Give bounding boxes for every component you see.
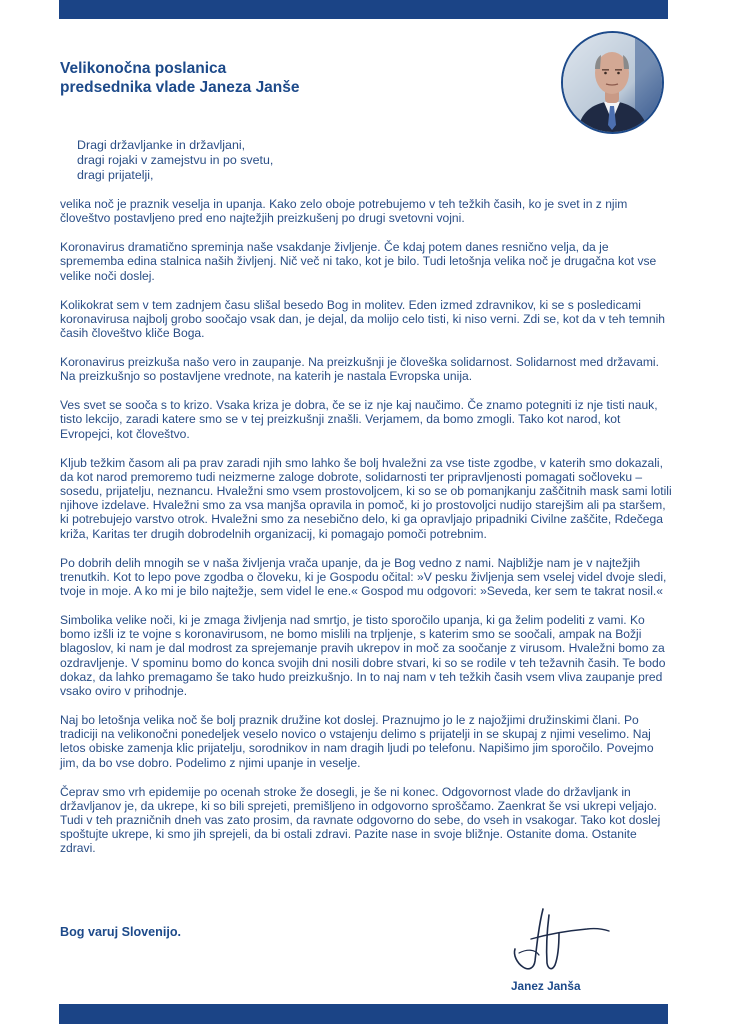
top-banner-bar (59, 0, 668, 19)
closing-line: Bog varuj Slovenijo. (60, 925, 182, 939)
body-paragraph-2: Koronavirus dramatično spreminja naše vsakdanje življenje. Če kdaj potem danes resnično velja, da je sprememba edina stalnica naših življenj. Nič več ni tako, kot je bilo. Tudi letošnja velika noč je drugačna kot vse velike noči doslej. (60, 240, 657, 283)
body-paragraph-7: Po dobrih delih mnogih se v naša življenja vrača upanje, da je Bog vedno z nami. Najbližje nam je v najtežjih trenutkih. Kot to lepo pove zgodba o človeku, ki je Gospodu očital: »V pesku življenja sem vselej videl dvoje sledi, tvoje in moje. A ko mi je bilo najtežje, sem videl le ene.« Gospod mu odgovori: »Seveda, ker sem te takrat nosil.« (60, 555, 667, 599)
portrait-figure-icon (563, 33, 662, 132)
body-paragraph-10: Čeprav smo vrh epidemije po ocenah stroke že dosegli, je še ni konec. Odgovornost vlade do državljank in državljanov je, da ukrepe, ki so bili sprejeti, premišljeno in odgovorno sproščamo. Zaenkrat še vsi ukrepi veljajo. Tudi v teh prazničnih dneh vas zato prosim, da ravnate odgovorno do sebe, do vseh in vsakogar. Tako kot doslej spoštujte ukrepe, ki smo jih sprejeli, da bi ostali zdravi. Pazite nase in svoje bližnje. Ostanite doma. Ostanite zdravi. (60, 784, 661, 856)
portrait-photo (561, 31, 664, 134)
body-paragraph-8: Simbolika velike noči, ki je zmaga življenja nad smrtjo, je tisto sporočilo upanja, ki ga želim podeliti z vami. Ko bomo izšli iz te vojne s koronavirusom, ne bomo mislili na trpljenje, s katerim smo se soočali, ampak na Božji blagoslov, ki nam je dal modrost za sprejemanje pravih ukrepov in moč za soočanje z virusom. Hvaležni bomo za ozdravljenje. V spominu bomo do konca svojih dni nosili dobre stvari, ki so se rodile v teh težavnih časih. Te bodo dokaz, da lahko premagamo še tako hudo preizkušnjo. In to naj nam v teh težkih časih vsem vliva zaupanje pred vsako oviro v prihodnje. (60, 613, 666, 699)
body-paragraph-1: velika noč je praznik veselja in upanja. Kako zelo oboje potrebujemo v teh težkih časih, ko je svet in z njim človeštvo postavljeno pred eno najtežjih preizkušenj po drugi svetovni vojni. (60, 197, 628, 226)
title-line-2: predsednika vlade Janeza Janše (60, 79, 300, 96)
body-paragraph-9: Naj bo letošnja velika noč še bolj praznik družine kot doslej. Praznujmo jo le z najožjimi družinskimi člani. Po tradiciji na velikonočni ponedeljek veselo novico o vstajenju delimo s prijatelji in se skupaj z njimi veselimo. Naj letos obiske zamenja klic prijatelju, sorodnikov in nam dragih ljudi po telefonu. Napišimo jim sporočilo. Povejmo jim, da bo vse dobro. Podelimo z njimi upanje in veselje. (60, 713, 654, 770)
letter-title (60, 59, 300, 97)
body-paragraph-3: Kolikokrat sem v tem zadnjem času slišal besedo Bog in molitev. Eden izmed zdravnikov, ki se s posledicami koronavirusa najbolj grobo soočajo vsak dan, je dejal, da molijo celo tisti, ki niso verni. Zdi se, kot da v teh temnih časih človeštvo kliče Boga. (60, 297, 666, 341)
salutation-block (77, 138, 273, 183)
signer-name: Janez Janša (511, 979, 581, 993)
body-paragraph-5: Ves svet se sooča s to krizo. Vsaka kriza je dobra, če se iz nje kaj naučimo. Če znamo potegniti iz nje tisti nauk, tisto lekcijo, zaradi katere smo se v tej preizkušnji znašli. Verjamem, da bomo zmogli. Tako kot narod, kot Evropejci, kot človeštvo. (60, 398, 658, 441)
salutation-line-2: dragi rojaki v zamejstvu in po svetu, (77, 153, 274, 167)
salutation-line-1: Dragi državljanke in državljani, (77, 138, 246, 152)
letter-body (60, 197, 672, 870)
title-line-1: Velikonočna poslanica (60, 60, 227, 77)
body-paragraph-6: Kljub težkim časom ali pa prav zaradi njih smo lahko še bolj hvaležni za vse tiste zgodbe, v katerih smo dokazali, da kot narod premoremo tudi neizmerne zaloge dobrote, solidarnosti ter pripravljenosti pomagati sočloveku – sosedu, prijatelju, neznancu. Hvaležni smo vsem prostovoljcem, ki so se ob pomanjkanju zaščitnih mask sami lotili njihove izdelave. Hvaležni smo za vsa manjša opravila in pomoč, ki jo prostovoljci nudijo starejšim ali pa staršem, ki potrebujejo varstvo otrok. Hvaležni smo za nesebično delo, ki ga opravljajo pripadniki Civilne zaščite, Rdečega križa, Karitas ter drugih dobrodelnih organizacij, ki pomagajo pomoči potrebnim. (60, 455, 672, 541)
signature-image (505, 905, 615, 977)
body-paragraph-4: Koronavirus preizkuša našo vero in zaupanje. Na preizkušnji je človeška solidarnost. Solidarnost med državami. Na preizkušnjo so postavljene vrednote, na katerih je nastala Evropska unija. (60, 355, 659, 384)
salutation-line-3: dragi prijatelji, (77, 168, 154, 182)
bottom-banner-bar (59, 1004, 668, 1024)
